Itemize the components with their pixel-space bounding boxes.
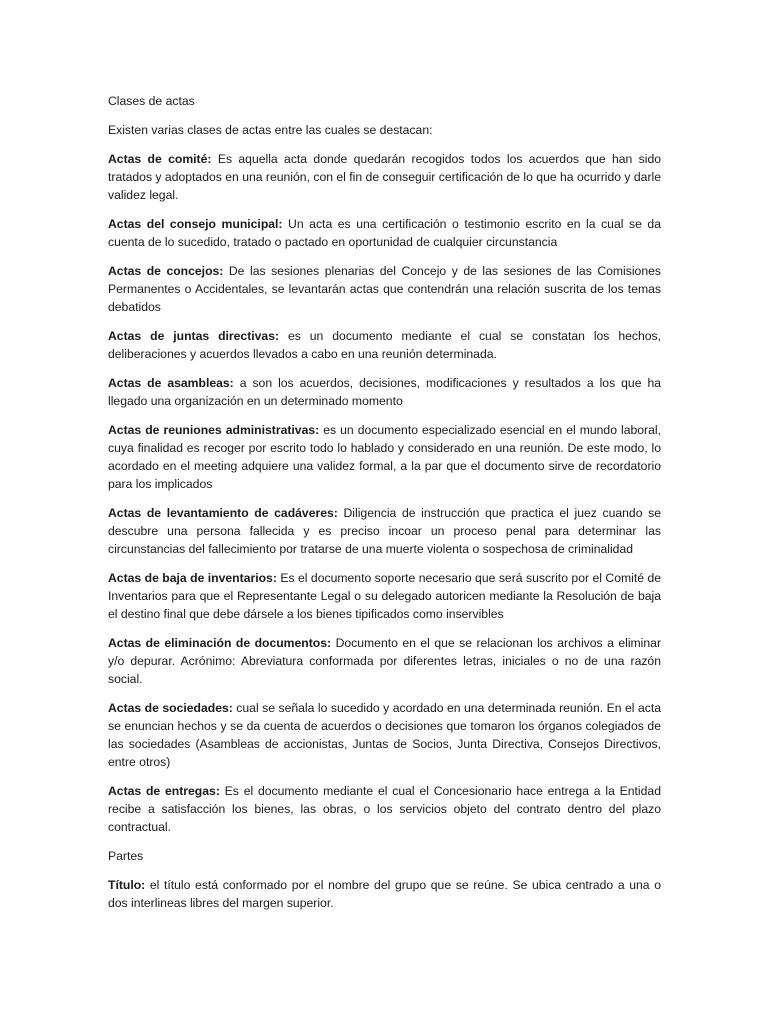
- acta-entry-comite: [108, 150, 661, 204]
- entry-term: Actas de juntas directivas:: [108, 329, 280, 343]
- entry-text: De las sesiones plenarias del Concejo y de las sesiones de las Comisiones Permanentes o Accidentales, se levantarán actas que contendrán una relación suscrita de los temas debatidos: [108, 264, 661, 314]
- entry-text: Documento en el que se relacionan los archivos a eliminar y/o depurar. Acrónimo: Abreviatura conformada por diferentes letras, iniciales o no de una razón social.: [108, 636, 662, 686]
- entry-term: Actas de baja de inventarios:: [108, 571, 277, 585]
- entry-term: Actas de asambleas:: [108, 376, 234, 390]
- part-entry-titulo: [108, 876, 661, 912]
- acta-entry-levantamiento-cadaveres: [108, 504, 661, 558]
- acta-entry-consejo-municipal: [108, 215, 661, 251]
- entry-term: Título:: [108, 878, 146, 892]
- acta-entry-juntas-directivas: [108, 327, 661, 363]
- entry-term: Actas de levantamiento de cadáveres:: [108, 506, 338, 520]
- entry-text: es un documento mediante el cual se constatan los hechos, deliberaciones y acuerdos llevados a cabo en una reunión determinada.: [108, 329, 662, 361]
- section-heading-partes: Partes: [108, 849, 144, 863]
- entry-term: Actas de entregas:: [108, 784, 220, 798]
- entry-term: Actas de concejos:: [108, 264, 224, 278]
- acta-entry-asambleas: [108, 374, 661, 410]
- entry-text: es un documento especializado esencial en el mundo laboral, cuya finalidad es recoger por escrito todo lo hablado y considerado en una reunión. De este modo, lo acordado en el meeting adquiere una validez formal, a la par que el documento sirve de recordatorio para los implicados: [108, 423, 661, 491]
- entry-text: Es aquella acta donde quedarán recogidos todos los acuerdos que han sido tratados y adoptados en una reunión, con el fin de conseguir certificación de lo que ha ocurrido y darle validez legal.: [108, 152, 662, 202]
- entry-term: Actas de reuniones administrativas:: [108, 423, 320, 437]
- acta-entry-reuniones-administrativas: [108, 421, 661, 493]
- document-heading: Clases de actas: [108, 94, 195, 108]
- entry-term: Actas de eliminación de documentos:: [108, 636, 332, 650]
- acta-entry-concejos: [108, 262, 661, 316]
- entry-text: Diligencia de instrucción que practica el juez cuando se descubre una persona fallecida y es preciso incoar un proceso penal para determinar las circunstancias del fallecimiento por tratarse de una muerte violenta o sospechosa de criminalidad: [108, 506, 661, 556]
- entry-text: Es el documento soporte necesario que será suscrito por el Comité de Inventarios para que el Representante Legal o su delegado autoricen mediante la Resolución de baja el destino final que debe dársele a los bienes tipificados como inservibles: [108, 571, 662, 621]
- parts-list: [108, 876, 661, 912]
- entry-text: el título está conformado por el nombre del grupo que se reúne. Se ubica centrado a una o dos interlineas libres del margen superior.: [108, 878, 661, 910]
- acta-entries-list: [108, 150, 661, 836]
- document-intro: Existen varias clases de actas entre las cuales se destacan:: [108, 123, 433, 137]
- acta-entry-entregas: [108, 782, 661, 836]
- entry-term: Actas de comité:: [108, 152, 212, 166]
- entry-term: Actas del consejo municipal:: [108, 217, 283, 231]
- entry-text: Es el documento mediante el cual el Concesionario hace entrega a la Entidad recibe a satisfacción los bienes, las obras, o los servicios objeto del contrato dentro del plazo contractual.: [108, 784, 661, 834]
- acta-entry-eliminacion-documentos: [108, 634, 661, 688]
- entry-text: Un acta es una certificación o testimonio escrito en la cual se da cuenta de lo sucedido, tratado o pactado en oportunidad de cualquier circunstancia: [108, 217, 661, 249]
- entry-text: a son los acuerdos, decisiones, modificaciones y resultados a los que ha llegado una organización en un determinado momento: [108, 376, 661, 408]
- document-page: [108, 92, 661, 923]
- acta-entry-sociedades: [108, 699, 661, 771]
- entry-term: Actas de sociedades:: [108, 701, 233, 715]
- acta-entry-baja-inventarios: [108, 569, 661, 623]
- entry-text: cual se señala lo sucedido y acordado en una determinada reunión. En el acta se enuncian hechos y se da cuenta de acuerdos o decisiones que tomaron los órganos colegiados de las sociedades (Asambleas de accionistas, Juntas de Socios, Junta Directiva, Consejos Directivos, entre otros): [108, 701, 661, 769]
